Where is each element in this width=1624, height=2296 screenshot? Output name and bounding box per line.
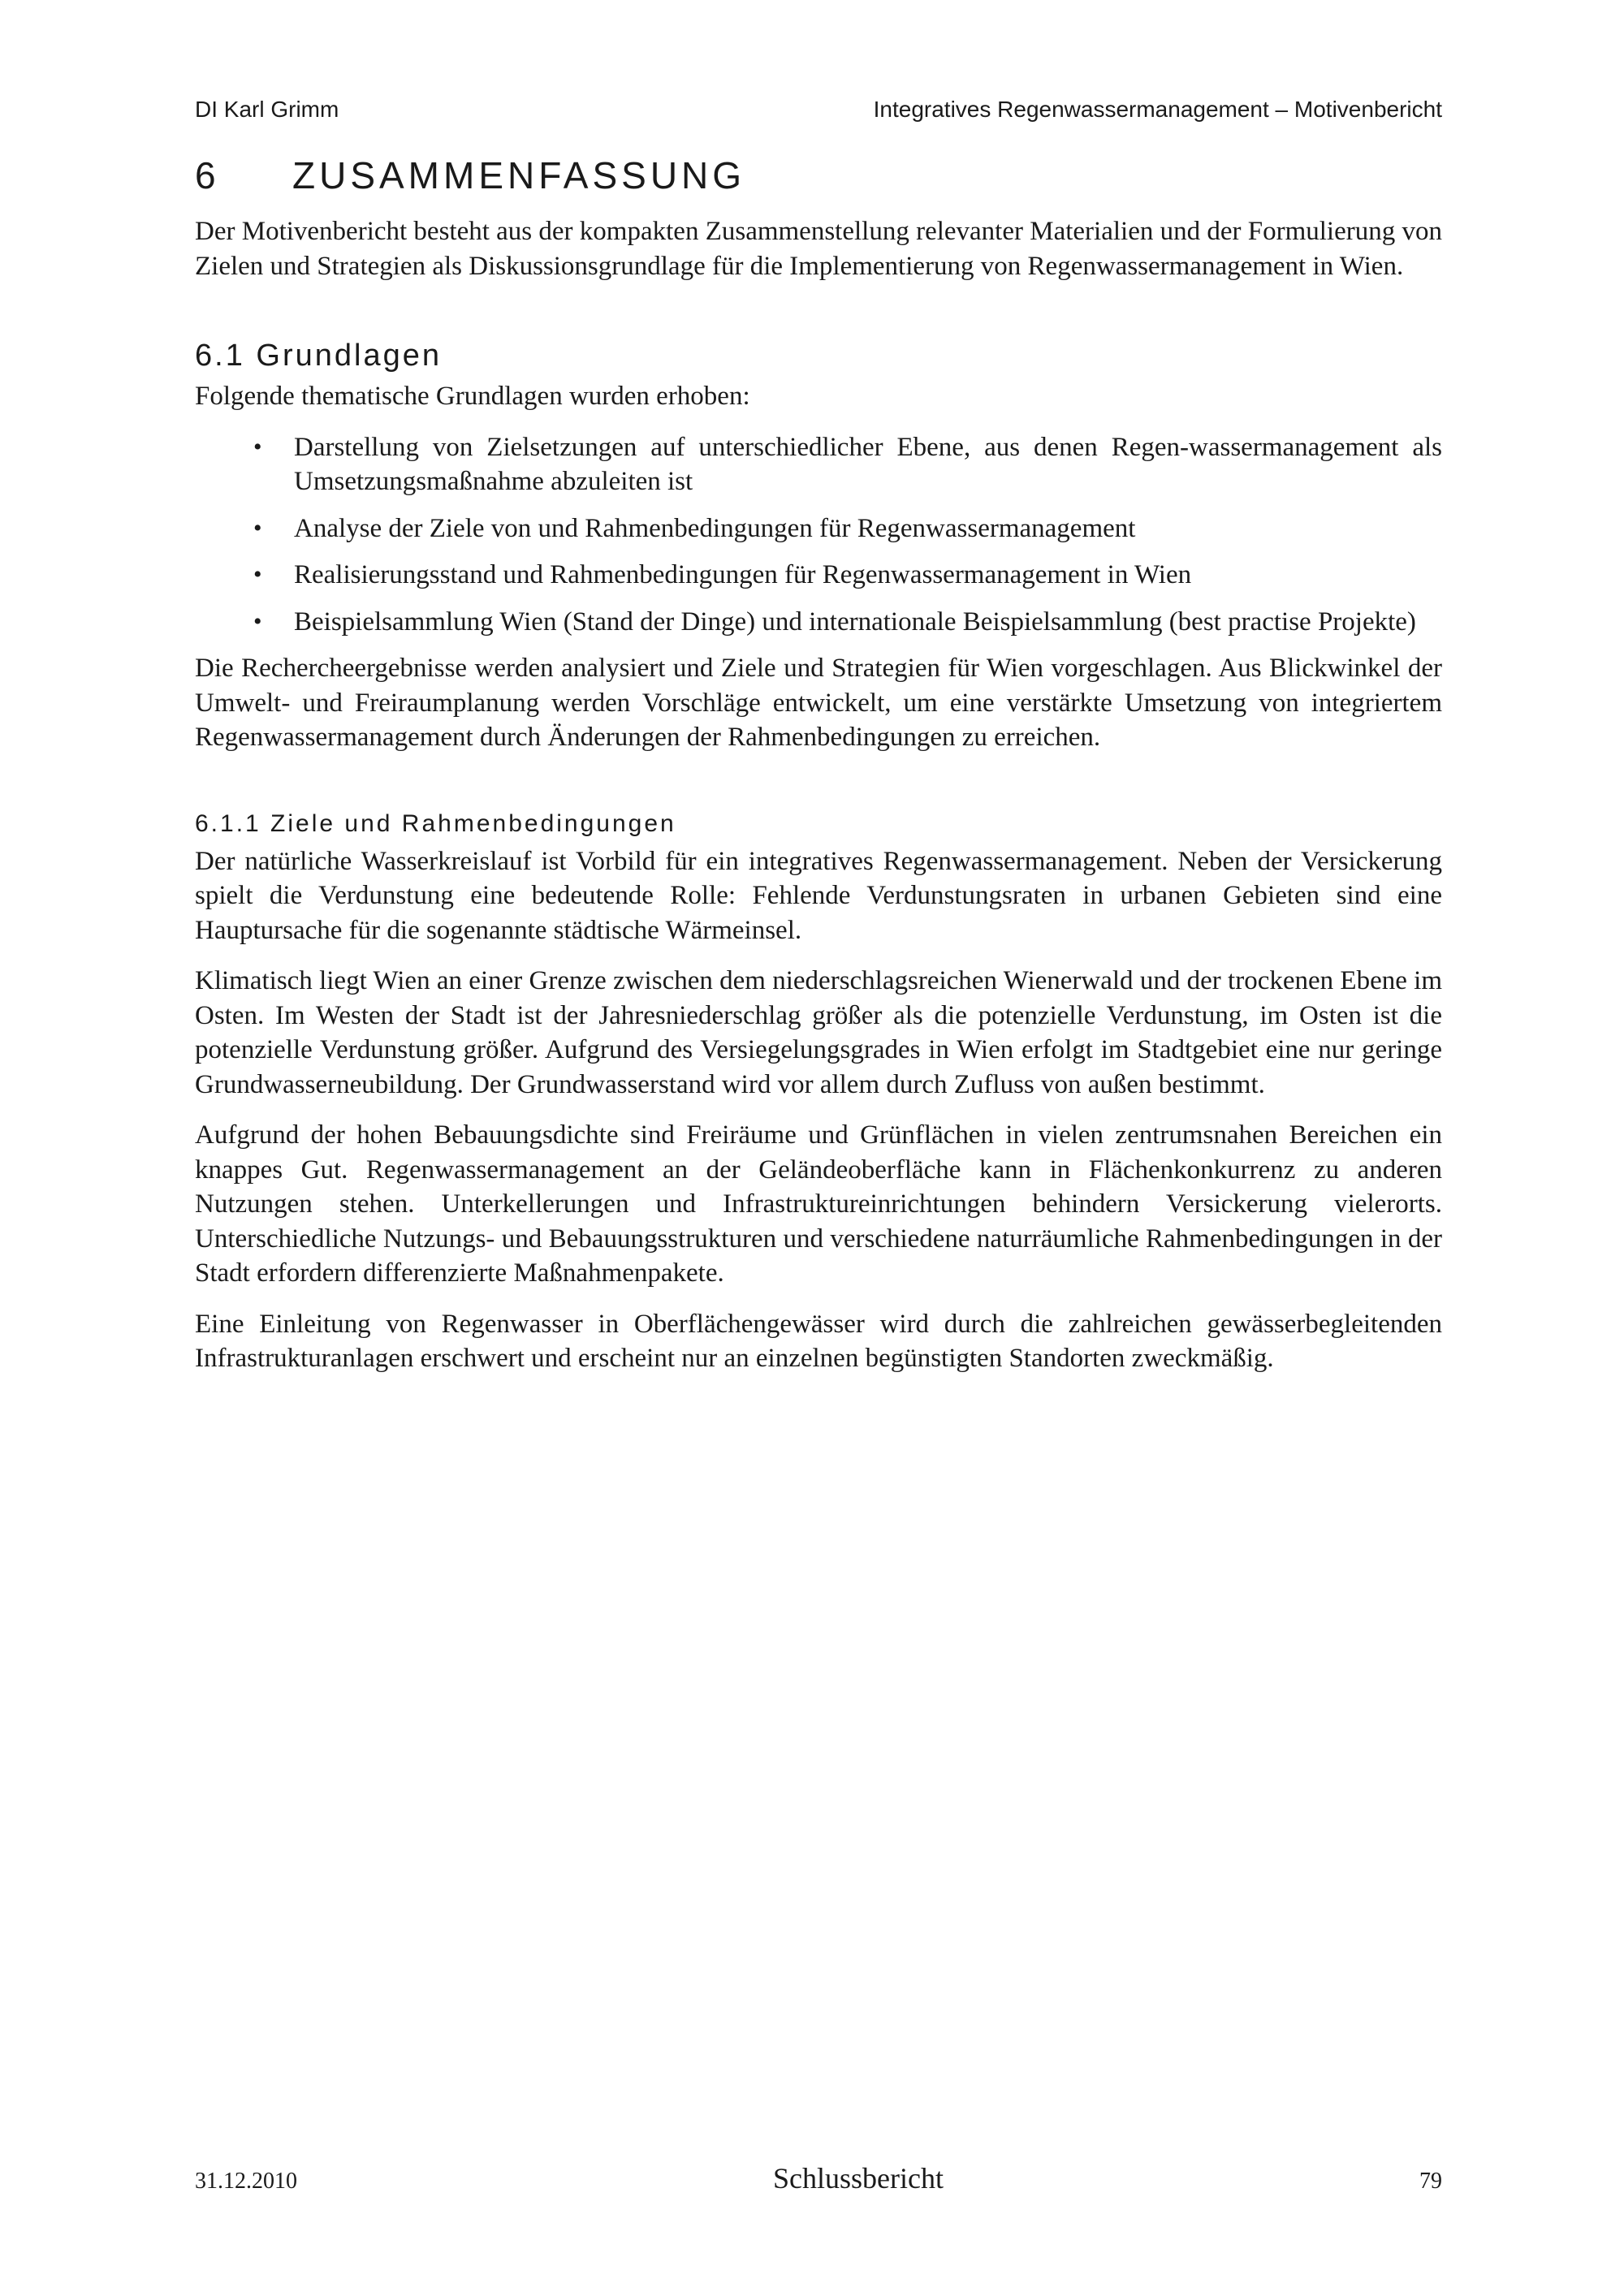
page-content [195,153,1442,1392]
body-paragraph: Der natürliche Wasserkreislauf ist Vorbild für ein integratives Regenwassermanagement. Neben der Versickerung spielt die Verdunstung eine bedeutende Rolle: Fehlende Verdunstungsraten in urbanen Gebieten sind eine Hauptursache für die sogenannte städtische Wärmeinsel. [195,846,1442,945]
section-heading: 6.1 Grundlagen [195,339,442,373]
chapter-intro-paragraph: Der Motivenbericht besteht aus der kompakten Zusammenstellung relevanter Materialien und der Formulierung von Zielen und Strategien als Diskussionsgrundlage für die Implementierung von Regenwassermanagement in Wien. [195,217,1442,281]
body-paragraph: Klimatisch liegt Wien an einer Grenze zwischen dem niederschlagsreichen Wienerwald und der trockenen Ebene im Osten. Im Westen der Stadt ist der Jahresniederschlag größer als die potenzielle Verdunstung, im Osten ist die potenzielle Verdunstung größer. Aufgrund des Versiegelungsgrades in Wien erfolgt im Stadtgebiet eine nur geringe Grundwasserneubildung. Der Grundwasserstand wird vor allem durch Zufluss von außen bestimmt. [195,966,1442,1099]
bullet-icon: • [253,514,262,542]
body-paragraph: Aufgrund der hohen Bebauungsdichte sind Freiräume und Grünflächen in vielen zentrumsnahen Bereichen ein knappes Gut. Regenwassermanagement an der Geländeoberfläche kann in Flächenkonkurrenz zu anderen Nutzungen stehen. Unterkellerungen und Infrastruktureinrichtungen behindern Versickerung vielerorts. Unterschiedliche Nutzungs- und Bebauungsstrukturen und verschiedene naturräumliche Rahmenbedingungen in der Stadt erfordern differenzierte Maßnahmenpakete. [195,1120,1442,1288]
chapter-heading [195,153,1442,198]
list-item [195,511,1442,546]
list-item [195,605,1442,640]
running-footer [195,2161,1442,2195]
header-author: DI Karl Grimm [195,97,339,122]
section-lead-paragraph: Folgende thematische Grundlagen wurden erhoben: [195,382,750,411]
list-item-text: Realisierungsstand und Rahmenbedingungen für Regenwassermanagement in Wien [294,560,1192,589]
section-summary-paragraph: Die Rechercheergebnisse werden analysiert und Ziele und Strategien für Wien vorgeschlagen. Aus Blickwinkel der Umwelt- und Freiraumplanung werden Vorschläge entwickelt, um eine verstärkte Umsetzung von integriertem Regenwassermanagement durch Änderungen der Rahmenbedingungen zu erreichen. [195,654,1442,752]
footer-label: Schlussbericht [773,2162,944,2195]
subsection-heading: 6.1.1 Ziele und Rahmenbedingungen [195,809,676,837]
list-item [195,558,1442,593]
bullet-list [195,430,1442,640]
page-number: 79 [1419,2169,1442,2194]
bullet-icon: • [253,433,262,460]
list-item-text: Analyse der Ziele von und Rahmenbedingungen für Regenwassermanagement [294,513,1136,543]
list-item [195,430,1442,499]
chapter-title: ZUSAMMENFASSUNG [292,154,746,196]
list-item-text: Beispielsammlung Wien (Stand der Dinge) und internationale Beispielsammlung (best practise Projekte) [294,606,1416,637]
footer-date: 31.12.2010 [195,2169,297,2194]
bullet-icon: • [253,561,262,588]
header-document-title: Integratives Regenwassermanagement – Motivenbericht [873,97,1442,122]
bullet-icon: • [253,607,262,635]
list-item-text: Darstellung von Zielsetzungen auf unterschiedlicher Ebene, aus denen Regen-wassermanagement als Umsetzungsmaßnahme abzuleiten ist [294,432,1442,496]
chapter-number: 6 [195,154,220,196]
document-page [195,0,1442,2296]
body-paragraph: Eine Einleitung von Regenwasser in Oberflächengewässer wird durch die zahlreichen gewässerbegleitenden Infrastrukturanlagen erschwert und erscheint nur an einzelnen begünstigten Standorten zweckmäßig. [195,1309,1442,1373]
running-header [195,96,1442,123]
